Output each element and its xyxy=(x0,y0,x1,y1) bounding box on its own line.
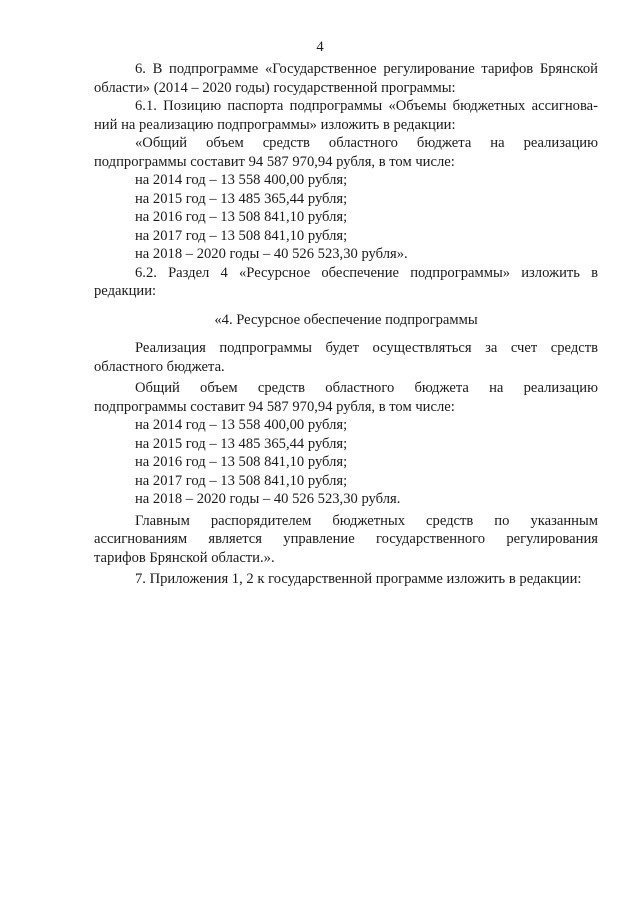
paragraph-6-line-2: области» (2014 – 2020 годы) государственной программы: xyxy=(94,79,456,96)
paragraph-6-1-line-2: ний на реализацию подпрограммы» изложить в редакции: xyxy=(94,116,456,133)
year-line: на 2014 год – 13 558 400,00 рубля; xyxy=(135,172,348,188)
year-line: на 2015 год – 13 485 365,44 рубля; xyxy=(135,190,348,207)
implementation-line-1: Реализация подпрограммы будет осуществляться за счет средств xyxy=(135,340,598,356)
year-line: на 2015 год – 13 485 365,44 рубля; xyxy=(135,435,348,452)
year-line: на 2017 год – 13 508 841,10 рубля; xyxy=(135,472,348,489)
year-line: на 2016 год – 13 508 841,10 рубля; xyxy=(135,209,348,225)
year-line: на 2014 год – 13 558 400,00 рубля; xyxy=(135,417,348,433)
paragraph-7: 7. Приложения 1, 2 к государственной программе изложить в редакции: xyxy=(135,571,582,587)
main-administrator-line-2: ассигнованиям является управление государственного регулирования xyxy=(94,531,598,547)
document-body xyxy=(94,60,598,589)
paragraph-6-1-line-1: 6.1. Позицию паспорта подпрограммы «Объемы бюджетных ассигнова- xyxy=(135,98,598,114)
total-line-2: подпрограммы составит 94 587 970,94 рубля, в том числе: xyxy=(94,398,455,415)
main-administrator-line-3: тарифов Брянской области.». xyxy=(94,549,275,566)
section-heading: «4. Ресурсное обеспечение подпрограммы xyxy=(214,311,478,328)
page-number: 4 xyxy=(316,39,324,55)
year-line: на 2018 – 2020 годы – 40 526 523,30 рубля. xyxy=(135,491,401,507)
quote-line-1: «Общий объем средств областного бюджета на реализацию xyxy=(135,135,598,151)
paragraph-6-line-1: 6. В подпрограмме «Государственное регулирование тарифов Брянской xyxy=(135,61,598,77)
implementation-line-2: областного бюджета. xyxy=(94,358,225,375)
paragraph-6-2-line-2: редакции: xyxy=(94,283,157,299)
year-line: на 2018 – 2020 годы – 40 526 523,30 рубля». xyxy=(135,246,408,262)
quote-line-2: подпрограммы составит 94 587 970,94 рубля, в том числе: xyxy=(94,153,455,170)
paragraph-6-2-line-1: 6.2. Раздел 4 «Ресурсное обеспечение подпрограммы» изложить в xyxy=(135,264,598,281)
main-administrator-line-1: Главным распорядителем бюджетных средств по указанным xyxy=(135,512,598,529)
year-line: на 2016 год – 13 508 841,10 рубля; xyxy=(135,454,348,470)
year-line: на 2017 год – 13 508 841,10 рубля; xyxy=(135,227,348,244)
total-line-1: Общий объем средств областного бюджета на реализацию xyxy=(135,380,598,396)
